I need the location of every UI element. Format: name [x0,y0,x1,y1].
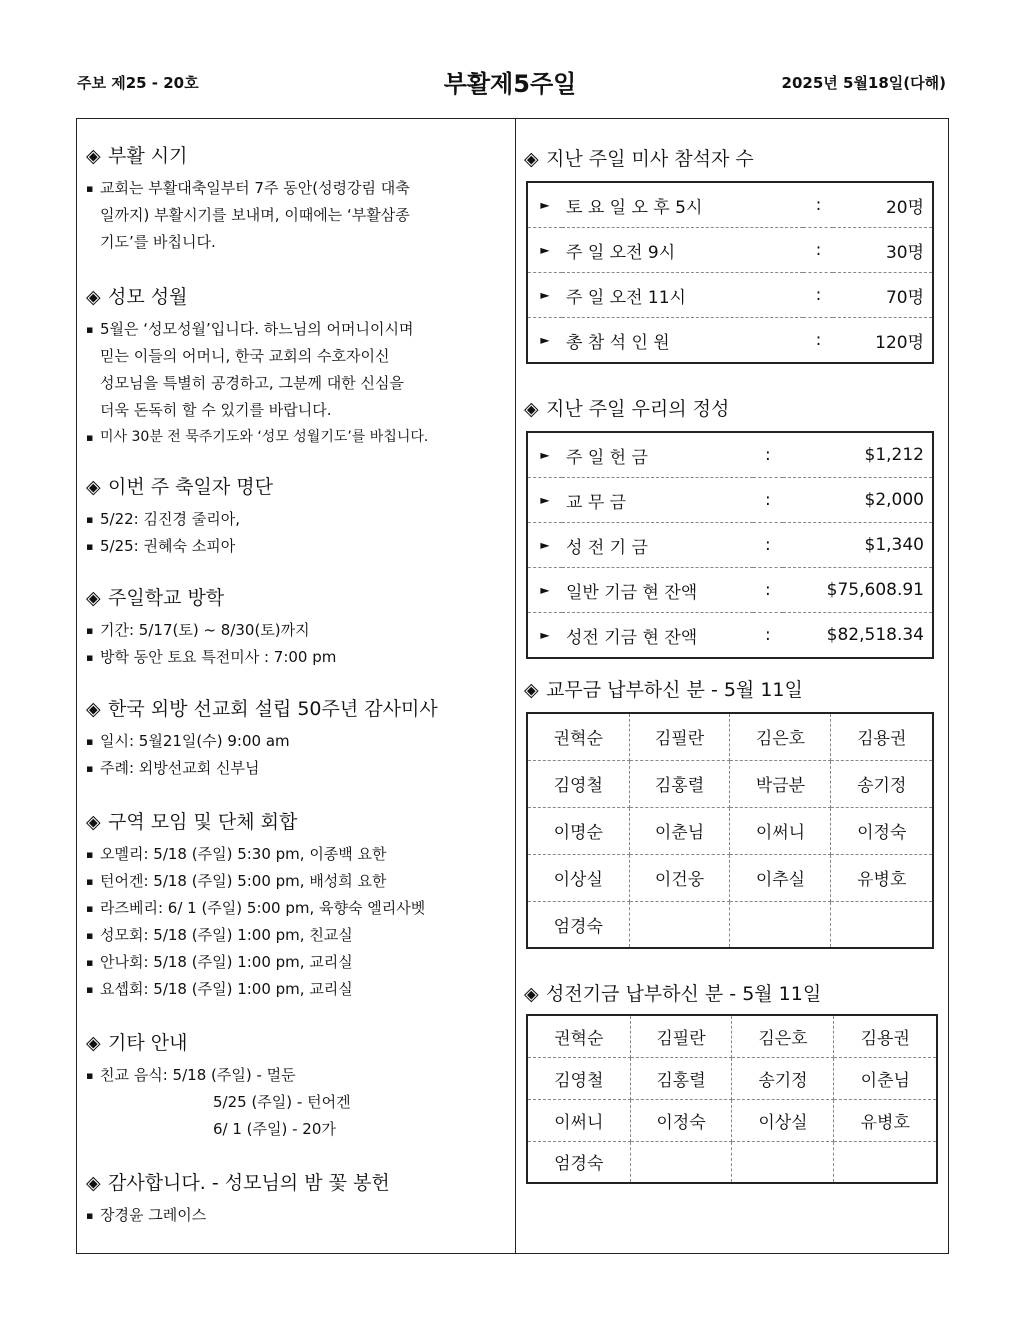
table-row: ► 주 일 오전 11시 : 70명 [527,273,933,318]
diamond-icon: ◈ [86,698,101,720]
arrow-icon: ► [540,333,550,347]
list-item-continued: 5/25 (주일) - 턴어겐 [213,1093,351,1111]
section-title: 지난 주일 미사 참석자 수 [546,148,754,170]
page-title: 부활제5주일 [443,70,577,98]
list-item: ▪ 오멜리: 5/18 (주일) 5:30 pm, 이종백 요한 [86,841,508,868]
list-item: ▪ 안나회: 5/18 (주일) 1:00 pm, 교리실 [86,949,508,976]
arrow-icon: ► [540,628,550,642]
section-mission-anniversary [86,696,508,782]
building-fund-names-table [526,1014,938,1184]
section-title: 성전기금 납부하신 분 - 5월 11일 [546,983,822,1005]
list-item: ▪ 5/22: 김진경 줄리아, [86,506,508,533]
list-item: ▪ 일시: 5월21일(수) 9:00 am [86,728,508,755]
issue-number: 주보 제25 - 20호 [77,74,199,92]
section-group-meetings [86,809,508,1003]
table-row: 김영철 김홍렬 박금분 송기정 [527,760,933,807]
section-marian-month [86,284,508,451]
section-title: 주일학교 방학 [108,587,225,609]
list-item: ▪ 성모회: 5/18 (주일) 1:00 pm, 친교실 [86,922,508,949]
offering-title [524,396,938,422]
table-row: 엄경숙 [527,1141,937,1183]
list-item: ▪ 기간: 5/17(토) ~ 8/30(토)까지 [86,617,508,644]
diamond-icon: ◈ [524,148,539,170]
diamond-icon: ◈ [524,983,539,1005]
section-sunday-school [86,585,508,671]
section-title: 기타 안내 [108,1032,188,1054]
list-item-continued: 6/ 1 (주일) - 20가 [213,1120,336,1138]
list-item: ▪ 장경윤 그레이스 [86,1202,508,1229]
table-row: 이상실 이건웅 이추실 유병호 [527,854,933,901]
section-title: 교무금 납부하신 분 - 5월 11일 [546,679,803,701]
list-item: ▪ 방학 동안 토요 특전미사 : 7:00 pm [86,644,508,671]
section-title: 지난 주일 우리의 정성 [546,398,730,420]
section-thanks [86,1170,508,1229]
table-row: ► 토 요 일 오 후 5시 : 20명 [527,182,933,228]
section-title: 이번 주 축일자 명단 [108,476,273,498]
table-row: ► 총 참 석 인 원 : 120명 [527,318,933,364]
diamond-icon: ◈ [86,476,101,498]
section-title: 한국 외방 선교회 설립 50주년 감사미사 [108,698,438,720]
table-row: 권혁순 김필란 김은호 김용권 [527,1015,937,1057]
list-item: ▪ 5월은 ‘성모성월’입니다. 하느님의 어머니이시며 [86,316,508,343]
section-feast-names [86,474,508,560]
diamond-icon: ◈ [86,1172,101,1194]
table-row: ► 교 무 금 : $2,000 [527,478,933,523]
list-item-continued: 일까지) 부활시기를 보내며, 이때에는 ‘부활삼종 [100,206,410,224]
arrow-icon: ► [527,478,562,523]
list-item-continued: 성모님을 특별히 공경하고, 그분께 대한 신심을 [100,374,404,392]
table-row: ► 일반 기금 현 잔액 : $75,608.91 [527,568,933,613]
arrow-icon: ► [527,568,562,613]
table-row: 엄경숙 [527,901,933,948]
list-item-continued: 더욱 돈독히 할 수 있기를 바랍니다. [100,401,332,419]
offering-table [526,431,934,659]
table-row: 권혁순 김필란 김은호 김용권 [527,713,933,760]
diamond-icon: ◈ [86,1032,101,1054]
section-title: 성모 성월 [108,286,188,308]
section-title: 감사합니다. - 성모님의 밤 꽃 봉헌 [108,1172,390,1194]
column-divider [515,118,516,1254]
arrow-icon: ► [527,523,562,568]
attendance-table [526,181,934,364]
list-item-continued: 믿는 이들의 어머니, 한국 교회의 수호자이신 [100,347,390,365]
arrow-icon: ► [527,432,562,478]
issue-date: 2025년 5월18일(다해) [781,74,946,92]
arrow-icon: ► [527,228,562,273]
diamond-icon: ◈ [86,286,101,308]
list-item: ▪ 친교 음식: 5/18 (주일) - 멀둔 [86,1062,508,1089]
diamond-icon: ◈ [86,811,101,833]
attendance-title [524,146,938,172]
table-row: 이써니 이정숙 이상실 유병호 [527,1099,937,1141]
list-item: ▪ 라즈베리: 6/ 1 (주일) 5:00 pm, 육향숙 엘리사벳 [86,895,508,922]
section-title: 부활 시기 [108,145,188,167]
table-row: 김영철 김홍렬 송기정 이춘님 [527,1057,937,1099]
table-row: ► 성 전 기 금 : $1,340 [527,523,933,568]
diamond-icon: ◈ [86,587,101,609]
table-row: ► 주 일 오전 9시 : 30명 [527,228,933,273]
section-title: 구역 모임 및 단체 회합 [108,811,298,833]
list-item: ▪ 교회는 부활대축일부터 7주 동안(성령강림 대축 [86,175,508,202]
diamond-icon: ◈ [86,145,101,167]
list-item: ▪ 요셉회: 5/18 (주일) 1:00 pm, 교리실 [86,976,508,1003]
arrow-icon: ► [527,182,562,228]
diamond-icon: ◈ [524,679,539,701]
section-other-notices [86,1030,508,1143]
section-easter-season [86,143,508,256]
list-item: ▪ 턴어겐: 5/18 (주일) 5:00 pm, 배성희 요한 [86,868,508,895]
dues-names-table [526,712,934,949]
dues-title [524,677,938,703]
list-item: ▪ 주례: 외방선교회 신부님 [86,755,508,782]
list-item-continued: 기도’를 바칩니다. [100,233,216,251]
list-item: ▪ 5/25: 권혜숙 소피아 [86,533,508,560]
table-row: 이명순 이춘님 이써니 이정숙 [527,807,933,854]
table-row: ► 주 일 헌 금 : $1,212 [527,432,933,478]
diamond-icon: ◈ [524,398,539,420]
arrow-icon: ► [527,273,562,318]
table-row: ► 성전 기금 현 잔액 : $82,518.34 [527,613,933,659]
list-item: ▪ 미사 30분 전 묵주기도와 ‘성모 성월기도’를 바칩니다. [86,424,508,451]
building-fund-title [524,981,938,1007]
